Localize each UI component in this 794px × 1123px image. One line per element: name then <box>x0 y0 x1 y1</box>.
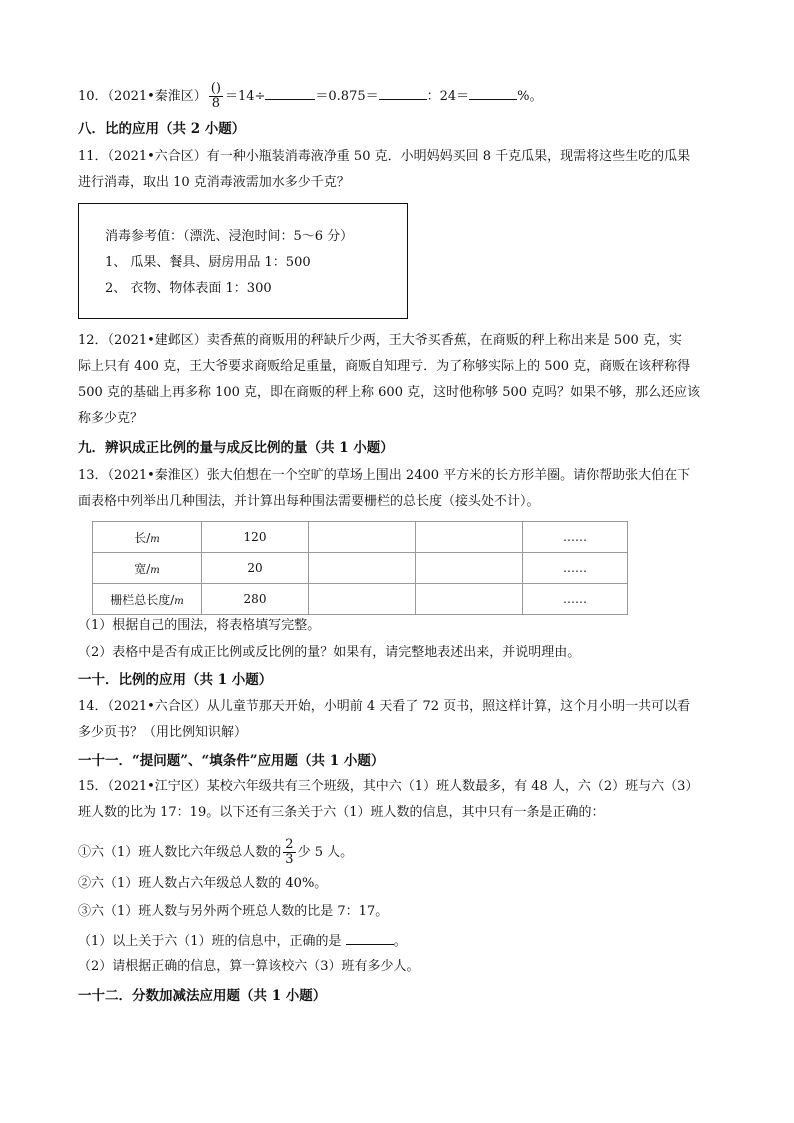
two-thirds-fraction <box>283 838 295 867</box>
section-8-heading: 八．比的应用（共 2 小题） <box>78 121 246 137</box>
q14-line-1: 14．（2021•六合区）从儿童节那天开始，小明前 4 天看了 72 页书，照这样计算，这个月小明一共可以看 <box>78 699 691 714</box>
q15-answer-blank[interactable] <box>346 930 394 945</box>
empty-cell[interactable] <box>416 522 523 553</box>
empty-cell[interactable] <box>416 584 523 615</box>
q12-line-2: 际上只有 400 克，王大爷要求商贩给足重量，商贩自知理亏．为了称够实际上的 500 克，商贩在该秤称得 <box>78 359 691 374</box>
q15-sub-2: （2）请根据正确的信息，算一算该校六（3）班有多少人。 <box>78 959 420 974</box>
fence-total-value: 280 <box>202 584 309 615</box>
q10-frac-denominator: 8 <box>211 96 221 111</box>
row-label-width <box>93 553 202 584</box>
q15-line-1: 15．（2021•江宁区）某校六年级共有三个班级，其中六（1）班人数最多，有 48 人，六（2）班与六（3） <box>78 779 699 794</box>
q12-line-4: 称多少克？ <box>78 411 144 426</box>
q13-sub-1: （1）根据自己的围法，将表格填写完整。 <box>78 618 321 633</box>
section-10-heading: 一十．比例的应用（共 1 小题） <box>78 672 273 688</box>
q11-line-1: 11．（2021•六合区）有一种小瓶装消毒液净重 50 克．小明妈妈买回 8 千克瓜果，现需将这些生吃的瓜果 <box>78 149 691 164</box>
q15-option-2: ②六（1）班人数占六年级总人数的 40%。 <box>78 876 328 891</box>
q15-option-1 <box>78 838 353 867</box>
question-10 <box>78 82 543 111</box>
fraction-numerator: 2 <box>285 837 294 852</box>
q10-part2: ＝0.875＝ <box>315 89 379 104</box>
q12-line-3: 500 克的基础上再多称 100 克，即在商贩的秤上称 600 克，这时他称够 500 克吗？如果不够，那么还应该 <box>78 385 701 400</box>
q10-blank-3[interactable] <box>469 85 517 100</box>
empty-cell[interactable] <box>309 584 416 615</box>
unit-m: m <box>150 533 160 545</box>
q10-prefix: 10．（2021•秦淮区） <box>78 89 207 104</box>
q10-frac-numerator: () <box>210 81 221 96</box>
q14-line-2: 多少页书？（用比例知识解） <box>78 725 248 740</box>
q13-line-1: 13．（2021•秦淮区）张大伯想在一个空旷的草场上围出 2400 平方米的长方形羊圈。请你帮助张大伯在下 <box>78 468 691 483</box>
table-row <box>93 584 628 615</box>
ellipsis-cell: …… <box>523 522 628 553</box>
empty-cell[interactable] <box>309 522 416 553</box>
reference-box-title: 消毒参考值：（漂洗、浸泡时间：5～6 分） <box>105 229 354 244</box>
q10-part3: ：24＝ <box>426 89 470 104</box>
q10-blank-2[interactable] <box>379 85 427 100</box>
disinfection-reference-box <box>78 203 408 319</box>
width-value: 20 <box>202 553 309 584</box>
unit-m: m <box>174 595 184 607</box>
row-label-length <box>93 522 202 553</box>
fence-total-label: 栅栏总长度/ <box>110 592 175 607</box>
section-12-heading: 一十二．分数加减法应用题（共 1 小题） <box>78 988 327 1004</box>
q15-sub-1 <box>78 930 407 952</box>
q10-part4: %。 <box>517 89 543 104</box>
table-row <box>93 522 628 553</box>
table-row <box>93 553 628 584</box>
section-9-heading: 九．辨识成正比例的量与成反比例的量（共 1 小题） <box>78 440 394 456</box>
row-label-fence-total <box>93 584 202 615</box>
q13-sub-2: （2）表格中是否有成正比例或反比例的量？如果有，请完整地表述出来，并说明理由。 <box>78 645 581 660</box>
q10-fraction <box>209 82 223 111</box>
q10-blank-1[interactable] <box>265 85 315 100</box>
length-value: 120 <box>202 522 309 553</box>
unit-m: m <box>150 564 160 576</box>
length-label: 长/ <box>134 530 151 545</box>
q12-line-1: 12．（2021•建邺区）卖香蕉的商贩用的秤缺斤少两，王大爷买香蕉，在商贩的秤上称出来是 500 克，实 <box>78 333 682 348</box>
q15-opt1-post: 少 5 人。 <box>297 845 354 860</box>
q13-line-2: 面表格中列举出几种围法，并计算出每种围法需要栅栏的总长度（接头处不计）。 <box>78 494 540 509</box>
ellipsis-cell: …… <box>523 553 628 584</box>
width-label: 宽/ <box>134 561 151 576</box>
reference-item-1: 1、 瓜果、餐具、厨房用品 1：500 <box>105 255 311 270</box>
q10-part1: ＝14÷ <box>224 89 266 104</box>
fraction-denominator: 3 <box>285 852 294 867</box>
empty-cell[interactable] <box>309 553 416 584</box>
q15-line-2: 班人数的比为 17：19。以下还有三条关于六（1）班人数的信息，其中只有一条是正确的： <box>78 805 605 820</box>
section-11-heading: 一十一．“提问题”、“填条件”应用题（共 1 小题） <box>78 753 385 769</box>
empty-cell[interactable] <box>416 553 523 584</box>
q15-sub1-pre: （1）以上关于六（1）班的信息中，正确的是 <box>78 934 342 949</box>
q15-sub1-post: 。 <box>393 934 407 949</box>
ellipsis-cell: …… <box>523 584 628 615</box>
reference-item-2: 2、 衣物、物体表面 1：300 <box>105 281 272 296</box>
q11-line-2: 进行消毒，取出 10 克消毒液需加水多少千克？ <box>78 175 350 190</box>
q15-option-3: ③六（1）班人数与另外两个班总人数的比是 7：17。 <box>78 904 389 919</box>
q15-opt1-pre: ①六（1）班人数比六年级总人数的 <box>78 845 282 860</box>
fence-table <box>92 521 628 615</box>
